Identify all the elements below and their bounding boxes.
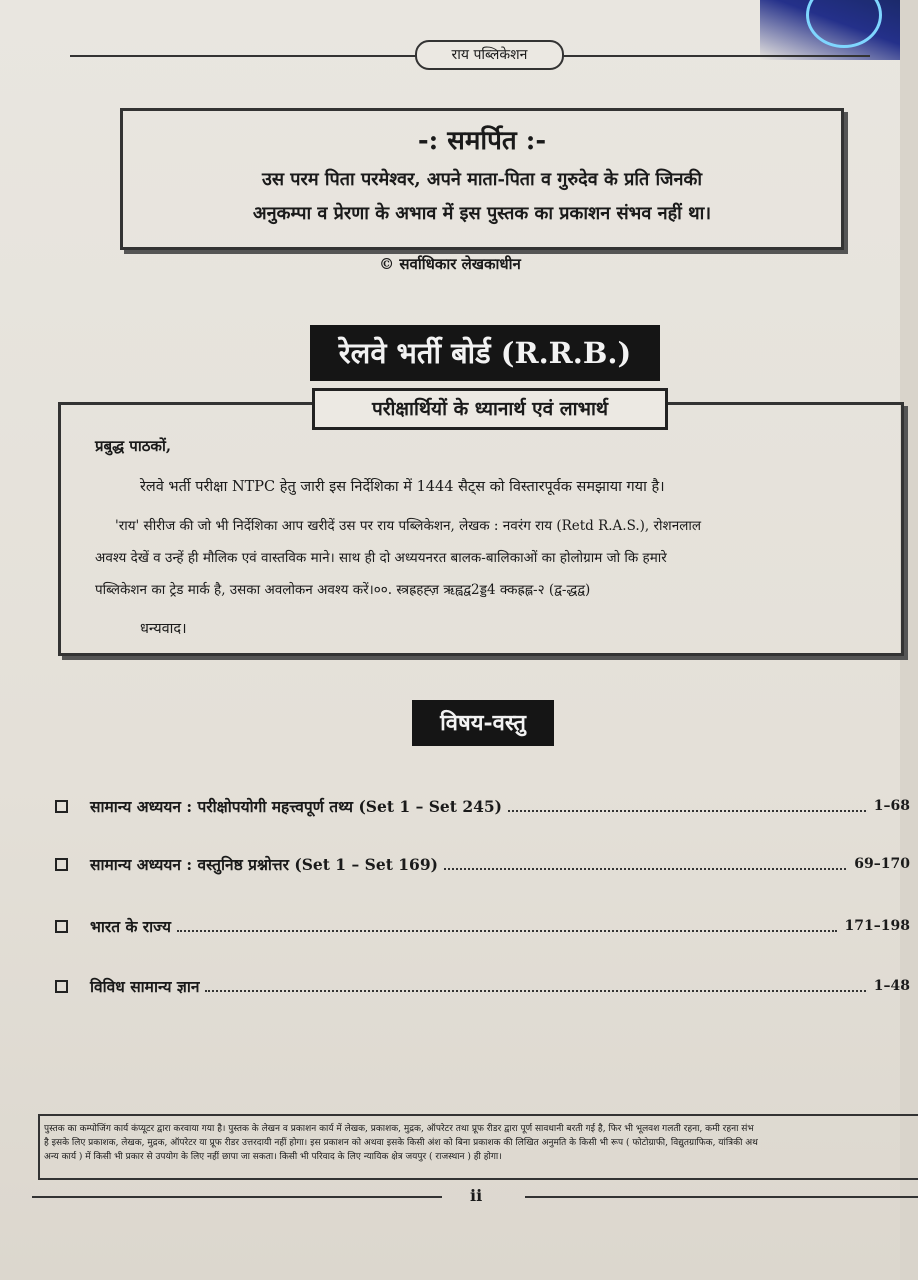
toc-dot-leader xyxy=(177,920,837,932)
checkbox-bullet-icon xyxy=(55,920,68,933)
notice-closing: धन्यवाद। xyxy=(140,621,187,637)
notice-paragraph-2-line-2: अवश्य देखें व उन्हें ही मौलिक एवं वास्तविक माने। साथ ही दो अध्ययनरत बालक-बालिकाओं का होलोग्राम जो कि हमारे xyxy=(95,550,667,566)
checkbox-bullet-icon xyxy=(55,858,68,871)
publisher-header-label: राय पब्लिकेशन xyxy=(415,40,564,70)
toc-item-pages: 1–48 xyxy=(873,978,910,994)
checkbox-bullet-icon xyxy=(55,800,68,813)
disclaimer-line-1: पुस्तक का कम्पोजिंग कार्य कंप्यूटर द्वारा करवाया गया है। पुस्तक के लेखन व प्रकाशन कार्य में लेखक, प्रकाशक, मुद्रक, ऑपरेटर तथा प्रूफ रीडर द्वारा पूर्ण सावधानी बरती गई है, फिर भी भूलवश गलती रहना, कमी रहना संभ xyxy=(44,1124,754,1134)
toc-item xyxy=(55,912,910,940)
toc-item xyxy=(55,850,910,878)
toc-item-pages: 1–68 xyxy=(873,798,910,814)
notice-paragraph-1: रेलवे भर्ती परीक्षा NTPC हेतु जारी इस निर्देशिका में 1444 सैट्स को विस्तारपूर्वक समझाया गया है। xyxy=(140,479,665,495)
notice-paragraph-2-line-1: 'राय' सीरीज की जो भी निर्देशिका आप खरीदें उस पर राय पब्लिकेशन, लेखक : नवरंग राय (Retd R.A.S.), रोशनलाल xyxy=(115,518,701,534)
copyright-notice: © सर्वाधिकार लेखकाधीन xyxy=(379,255,521,273)
notice-paragraph-2-line-3: पब्लिकेशन का ट्रेड मार्क है, उसका अवलोकन अवश्य करें।००. स्त्रह्रहह्ज़ ऋह्वद्व2ड्ड4 क्कह्रह्ल-२ (द्व-द्धद्व) xyxy=(95,582,591,598)
disclaimer-line-3: अन्य कार्य ) में किसी भी प्रकार से उपयोग के लिए नहीं छापा जा सकता। किसी भी परिवाद के लिए न्यायिक क्षेत्र जयपुर ( राजस्थान ) ही होगा। xyxy=(44,1152,502,1162)
footer-rule-left xyxy=(32,1196,442,1198)
notice-greeting: प्रबुद्ध पाठकों, xyxy=(95,437,172,455)
toc-item xyxy=(55,972,910,1000)
dedication-line-2: अनुकम्पा व प्रेरणा के अभाव में इस पुस्तक का प्रकाशन संभव नहीं था। xyxy=(252,203,712,224)
disclaimer-line-2: है इसके लिए प्रकाशक, लेखक, मुद्रक, ऑपरेटर या प्रूफ रीडर उत्तरदायी नहीं होगा। इस प्रकाशन को अथवा इसके किसी अंश को बिना प्रकाशक की लिखित अनुमति के किसी भी रूप ( फोटोग्राफी, विद्युतग्राफिक, यांत्रिकी अथ xyxy=(44,1138,758,1148)
toc-item xyxy=(55,792,910,820)
toc-item-label: सामान्य अध्ययन : परीक्षोपयोगी महत्त्वपूर्ण तथ्य (Set 1 – Set 245) xyxy=(90,797,503,816)
toc-item-label: सामान्य अध्ययन : वस्तुनिष्ठ प्रश्नोत्तर (Set 1 – Set 169) xyxy=(90,855,438,874)
page-number: ii xyxy=(470,1186,483,1205)
footer-rule-right xyxy=(525,1196,918,1198)
notice-title: परीक्षार्थियों के ध्यानार्थ एवं लाभार्थ xyxy=(312,388,668,430)
checkbox-bullet-icon xyxy=(55,980,68,993)
rrb-title-banner: रेलवे भर्ती बोर्ड (R.R.B.) xyxy=(310,325,660,381)
dedication-text xyxy=(123,163,841,231)
dedication-line-1: उस परम पिता परमेश्वर, अपने माता-पिता व गुरुदेव के प्रति जिनकी xyxy=(261,169,703,190)
toc-dot-leader xyxy=(205,980,865,992)
toc-item-pages: 69–170 xyxy=(854,856,910,872)
toc-dot-leader xyxy=(508,800,866,812)
toc-item-pages: 171–198 xyxy=(844,918,910,934)
dedication-title: -: समर्पित :- xyxy=(417,126,547,156)
disclaimer-box xyxy=(38,1114,918,1180)
toc-item-label: भारत के राज्य xyxy=(90,917,171,936)
toc-dot-leader xyxy=(444,858,846,870)
toc-title: विषय-वस्तु xyxy=(412,700,554,746)
toc-item-label: विविध सामान्य ज्ञान xyxy=(90,977,200,996)
dedication-box xyxy=(120,108,844,250)
